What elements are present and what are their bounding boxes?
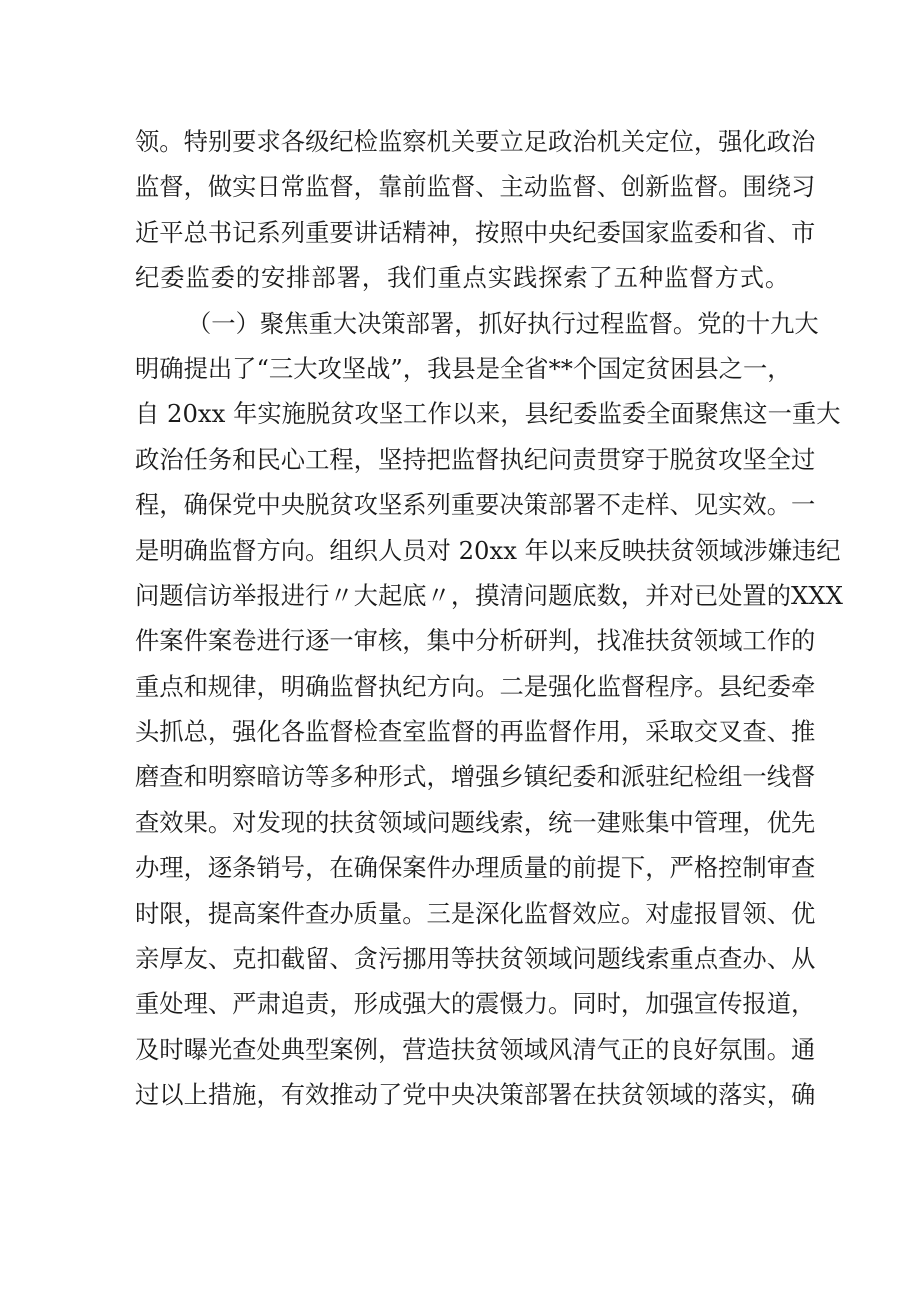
text-line: 监督，做实日常监督，靠前监督、主动监督、创新监督。围绕习 [135,172,816,202]
text-line: 纪委监委的安排部署，我们重点实践探索了五种监督方式。 [135,263,791,293]
text-line: 及时曝光查处典型案例，营造扶贫领域风清气正的良好氛围。通 [135,1034,816,1064]
text-line: 自 20xx 年实施脱贫攻坚工作以来，县纪委监委全面聚焦这一重大 [135,399,841,429]
text-line: 磨查和明察暗访等多种形式，增强乡镇纪委和派驻纪检组一线督 [135,762,816,792]
text-line: 近平总书记系列重要讲话精神，按照中央纪委国家监委和省、市 [135,217,816,247]
text-line: 政治任务和民心工程，坚持把监督执纪问责贯穿于脱贫攻坚全过 [135,444,816,474]
text-line: 重点和规律，明确监督执纪方向。二是强化监督程序。县纪委牵 [135,671,816,701]
text-line: 是明确监督方向。组织人员对 20xx 年以来反映扶贫领域涉嫌违纪 [135,535,841,565]
text-line: 过以上措施，有效推动了党中央决策部署在扶贫领域的落实，确 [135,1080,816,1110]
text-line: 办理，逐条销号，在确保案件办理质量的前提下，严格控制审查 [135,853,816,883]
text-line: 明确提出了“三大攻坚战”，我县是全省**个国定贫困县之一， [135,353,792,383]
text-line: 头抓总，强化各监督检查室监督的再监督作用，采取交叉查、推 [135,717,816,747]
section-heading-line: （一）聚焦重大决策部署，抓好执行过程监督。党的十九大 [187,308,819,338]
text-line: 领。特别要求各级纪检监察机关要立足政治机关定位，强化政治 [135,127,816,156]
text-line: 查效果。对发现的扶贫领域问题线索，统一建账集中管理，优先 [135,807,816,837]
text-line: 程，确保党中央脱贫攻坚系列重要决策部署不走样、见实效。一 [135,490,816,520]
text-line: 时限，提高案件查办质量。三是深化监督效应。对虚报冒领、优 [135,898,816,928]
text-line: 重处理、严肃追责，形成强大的震慑力。同时，加强宣传报道， [135,989,816,1019]
body-text [135,119,843,1118]
text-line: 亲厚友、克扣截留、贪污挪用等扶贫领域问题线索重点查办、从 [135,944,816,974]
text-line: 件案件案卷进行逐一审核，集中分析研判，找准扶贫领域工作的 [135,626,816,656]
text-line: 问题信访举报进行〃大起底〃，摸清问题底数，并对已处置的XXX [135,580,843,610]
